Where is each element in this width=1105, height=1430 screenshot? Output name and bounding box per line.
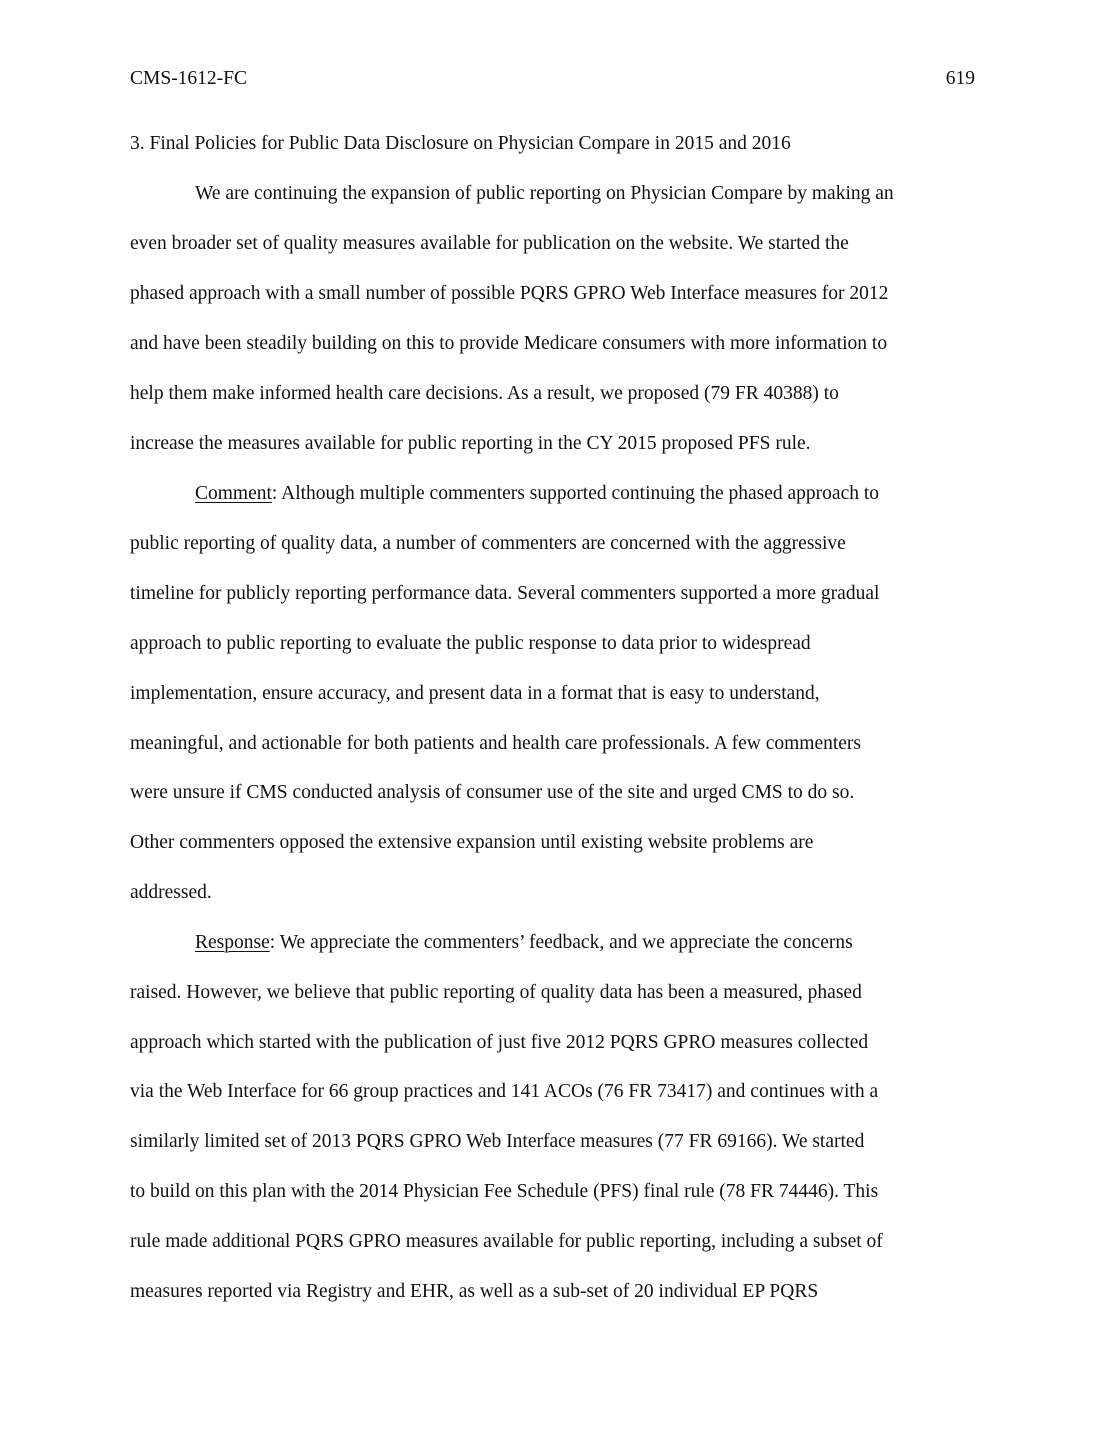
page-number: 619 — [945, 68, 975, 89]
paragraph-1-line-5: help them make informed health care decisions. As a result, we proposed (79 FR 40388) to — [130, 383, 839, 404]
response-line-6: to build on this plan with the 2014 Physician Fee Schedule (PFS) final rule (78 FR 74446). This — [130, 1181, 879, 1202]
comment-line-4: approach to public reporting to evaluate the public response to data prior to widespread — [130, 633, 811, 654]
response-line-5: similarly limited set of 2013 PQRS GPRO Web Interface measures (77 FR 69166). We started — [130, 1131, 865, 1152]
comment-first-line-text: : Although multiple commenters supported continuing the phased approach to — [271, 483, 880, 504]
paragraph-1-line-3: phased approach with a small number of possible PQRS GPRO Web Interface measures for 2012 — [130, 283, 889, 304]
comment-line-6: meaningful, and actionable for both patients and health care professionals. A few commenters — [130, 733, 862, 754]
response-line-8: measures reported via Registry and EHR, as well as a sub-set of 20 individual EP PQRS — [130, 1281, 819, 1302]
response-label: Response — [195, 932, 270, 953]
comment-line-5: implementation, ensure accuracy, and present data in a format that is easy to understand, — [130, 683, 820, 704]
section-heading: 3. Final Policies for Public Data Disclosure on Physician Compare in 2015 and 2016 — [130, 133, 791, 154]
comment-line-2: public reporting of quality data, a number of commenters are concerned with the aggressive — [130, 533, 846, 554]
comment-line-9: addressed. — [130, 882, 212, 903]
paragraph-1-line-6: increase the measures available for public reporting in the CY 2015 proposed PFS rule. — [130, 433, 811, 454]
response-line-3: approach which started with the publication of just five 2012 PQRS GPRO measures collected — [130, 1032, 869, 1053]
comment-line-8: Other commenters opposed the extensive expansion until existing website problems are — [130, 832, 814, 853]
document-id: CMS-1612-FC — [130, 68, 248, 89]
comment-line-3: timeline for publicly reporting performance data. Several commenters supported a more gradual — [130, 583, 880, 604]
response-line-7: rule made additional PQRS GPRO measures available for public reporting, including a subset of — [130, 1231, 883, 1252]
paragraph-1-line-2: even broader set of quality measures available for publication on the website. We started the — [130, 233, 849, 254]
response-first-line-text: : We appreciate the commenters’ feedback, and we appreciate the concerns — [269, 932, 853, 953]
response-line-2: raised. However, we believe that public reporting of quality data has been a measured, phased — [130, 982, 862, 1003]
comment-first-line — [195, 480, 879, 508]
response-first-line — [195, 929, 853, 957]
paragraph-1-line-4: and have been steadily building on this to provide Medicare consumers with more information to — [130, 333, 888, 354]
comment-label: Comment — [195, 483, 272, 504]
paragraph-1-line-1: We are continuing the expansion of public reporting on Physician Compare by making an — [195, 183, 894, 204]
comment-line-7: were unsure if CMS conducted analysis of consumer use of the site and urged CMS to do so. — [130, 782, 855, 803]
response-line-4: via the Web Interface for 66 group practices and 141 ACOs (76 FR 73417) and continues with a — [130, 1081, 879, 1102]
